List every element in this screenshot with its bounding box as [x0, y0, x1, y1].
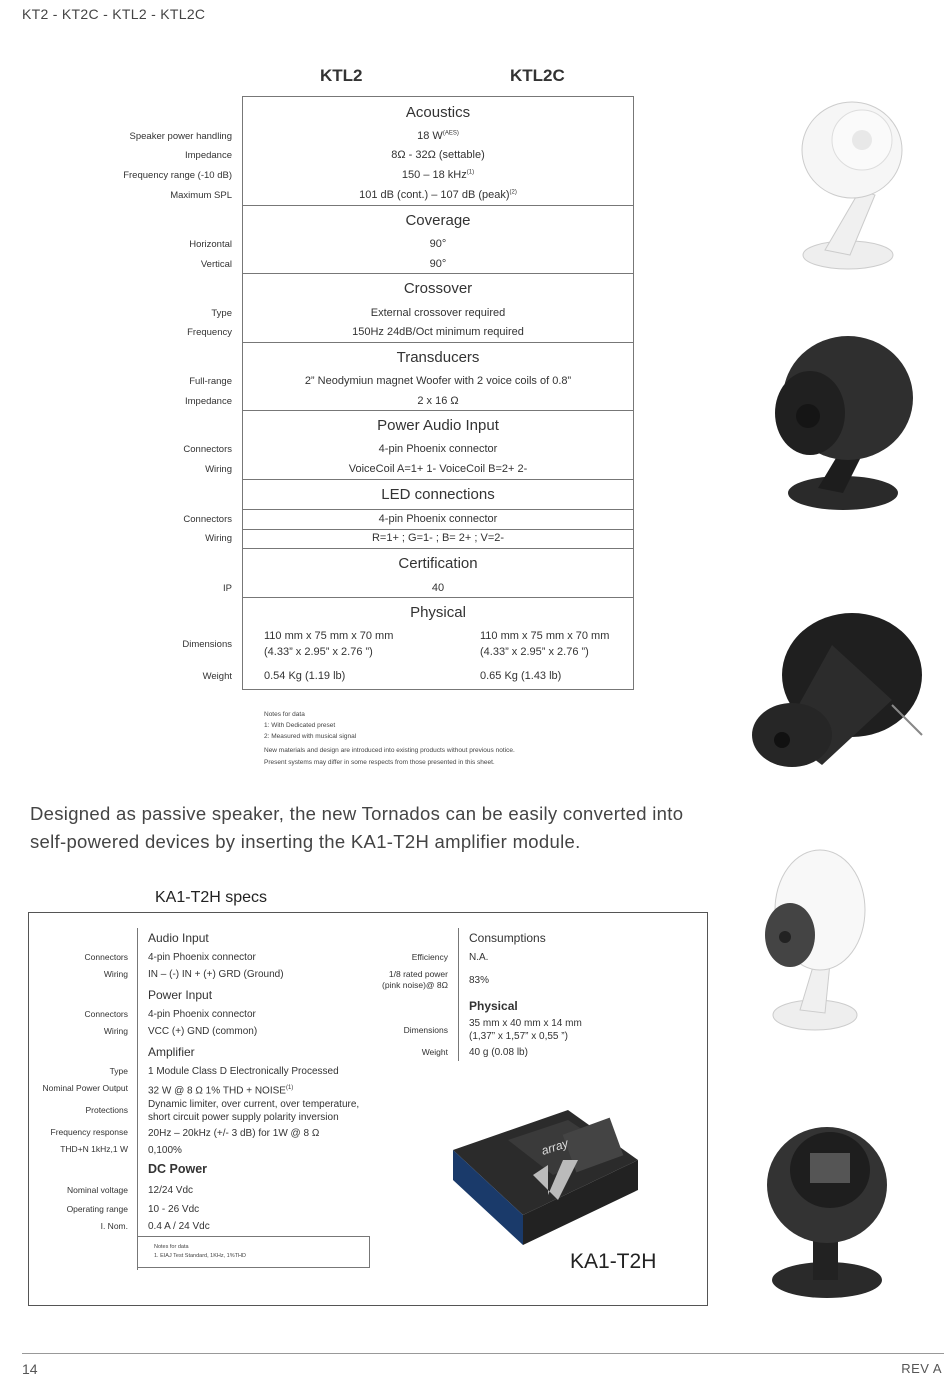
speaker-image-black	[768, 328, 918, 518]
divider	[242, 410, 634, 411]
row-value: 4-pin Phoenix connector	[148, 1009, 256, 1020]
row-label: Dimensions	[403, 1025, 448, 1035]
ka-dc-power-title: DC Power	[148, 1162, 208, 1176]
row-value: 8Ω - 32Ω (settable)	[391, 149, 485, 161]
page-number: 14	[22, 1361, 38, 1377]
row-label: Full-range	[189, 376, 232, 387]
row-value: 4-pin Phoenix connector	[148, 952, 256, 963]
divider	[242, 509, 634, 510]
row-value: 12/24 Vdc	[148, 1185, 194, 1196]
section-title-power-audio-input: Power Audio Input	[377, 417, 499, 434]
row-label: Nominal voltage	[67, 1185, 128, 1195]
row-label: 1/8 rated power (pink noise)@ 8Ω	[381, 969, 448, 990]
note-3: New materials and design are introduced into existing products without previous notice.	[264, 747, 515, 754]
note-4: Present systems may differ in some respects from those presented in this sheet.	[264, 759, 495, 766]
row-value: 0,100%	[148, 1145, 182, 1156]
row-label: Frequency range (-10 dB)	[123, 170, 232, 181]
row-label: Frequency response	[50, 1127, 128, 1137]
row-value: Dynamic limiter, over current, over temperature, short circuit power supply polarity inversion	[148, 1099, 360, 1123]
row-label: Connectors	[183, 514, 232, 525]
divider	[242, 342, 634, 343]
ka-audio-input-title: Audio Input	[148, 931, 209, 945]
row-value: 101 dB (cont.) – 107 dB (peak)$^{(2)}$	[359, 189, 517, 201]
row-value: 90°	[429, 238, 447, 250]
row-value: 1 Module Class D Electronically Processed	[148, 1066, 339, 1077]
row-value: 40	[431, 582, 445, 594]
footer-divider	[22, 1353, 944, 1354]
module-brand-text: array	[539, 1136, 570, 1158]
spec-table	[242, 96, 634, 690]
speaker-image-recessed	[742, 605, 927, 775]
row-label: Weight	[202, 671, 232, 682]
row-value: 40 g (0.08 lb)	[469, 1047, 528, 1058]
section-title-physical: Physical	[410, 604, 466, 621]
row-label: Vertical	[200, 259, 232, 270]
revision-label: REV A	[901, 1361, 942, 1376]
section-title-crossover: Crossover	[403, 280, 473, 297]
row-label: Wiring	[103, 1026, 128, 1036]
section-title-coverage: Coverage	[405, 212, 471, 229]
row-label: Frequency	[187, 327, 232, 338]
note-2: 2: Measured with musical signal	[264, 733, 357, 740]
row-label: Operating range	[66, 1204, 128, 1214]
ktl2-dimensions: 110 mm x 75 mm x 70 mm (4.33” x 2.95” x 2.76 ”)	[264, 630, 394, 658]
row-label: IP	[223, 583, 232, 594]
ktl2-weight: 0.54 Kg (1.19 lb)	[264, 670, 346, 682]
divider	[242, 273, 634, 274]
ka-product-label: KA1-T2H	[570, 1250, 657, 1273]
row-value: 0.4 A / 24 Vdc	[148, 1221, 210, 1232]
row-label: Dimensions	[182, 639, 232, 650]
divider	[458, 928, 459, 1061]
row-label: Impedance	[184, 396, 232, 407]
divider	[242, 548, 634, 549]
row-label: Nominal Power Output	[42, 1083, 128, 1093]
row-value: R=1+ ; G=1- ; B= 2+ ; V=2-	[371, 532, 505, 544]
row-label: Horizontal	[189, 239, 232, 250]
divider	[242, 205, 634, 206]
row-label: Protections	[85, 1105, 128, 1115]
row-label: Efficiency	[411, 952, 448, 962]
row-value: 83%	[469, 975, 490, 986]
section-title-transducers: Transducers	[396, 349, 480, 366]
row-value: 150Hz 24dB/Oct minimum required	[352, 326, 524, 338]
ktl2c-weight: 0.65 Kg (1.43 lb)	[480, 670, 562, 682]
row-value: 2” Neodymiun magnet Woofer with 2 voice coils of 0.8”	[304, 375, 572, 387]
row-value: 32 W @ 8 Ω 1% THD + $NOISE^{(1)}$	[148, 1085, 294, 1097]
document-header: KT2 - KT2C - KTL2 - KTL2C	[22, 6, 206, 22]
row-label: Wiring	[205, 464, 232, 475]
divider	[242, 597, 634, 598]
row-value: 18 $W^{(AES)}$	[417, 130, 459, 142]
row-value: 90°	[429, 258, 447, 270]
divider	[242, 479, 634, 480]
ka-notes-box	[137, 1236, 370, 1268]
ka-power-input-title: Power Input	[148, 988, 213, 1002]
ka-notes-title: Notes for data	[154, 1244, 189, 1250]
row-value: 10 - 26 Vdc	[148, 1204, 200, 1215]
row-label: Impedance	[184, 150, 232, 161]
row-value: 4-pin Phoenix connector	[378, 443, 498, 455]
row-value: 150 – 18 kHz$^{(1)}$	[401, 169, 475, 181]
column-heading-ktl2: KTL2	[320, 66, 363, 85]
row-value: 4-pin Phoenix connector	[378, 513, 498, 525]
section-title-led-connections: LED connections	[381, 486, 495, 503]
row-value: External crossover required	[370, 307, 506, 319]
ka-note-1: 1. EIAJ Test Standard, 1KHz, 1%THD	[154, 1253, 246, 1259]
column-heading-ktl2c: KTL2C	[510, 66, 565, 85]
row-label: Connectors	[84, 1009, 128, 1019]
row-label: Weight	[421, 1047, 448, 1057]
row-label: Maximum SPL	[170, 190, 232, 201]
ka-amplifier-title: Amplifier	[148, 1045, 195, 1059]
row-label: Wiring	[103, 969, 128, 979]
row-label: THD+N 1kHz,1 W	[60, 1144, 128, 1154]
row-label: Connectors	[183, 444, 232, 455]
note-1: 1: With Dedicated preset	[264, 722, 336, 729]
row-value: 2 x 16 Ω	[417, 395, 459, 407]
row-label: I. Nom.	[100, 1221, 128, 1231]
speaker-image-black-module	[765, 1125, 890, 1305]
row-value: 35 mm x 40 mm x 14 mm (1,37” x 1,57” x 0,55 ”)	[469, 1018, 582, 1042]
divider	[137, 928, 138, 1270]
speaker-image-white-angled	[760, 845, 870, 1035]
row-label: Type	[109, 1066, 128, 1076]
row-value: VCC (+) GND (common)	[148, 1026, 258, 1037]
row-value: VoiceCoil A=1+ 1- VoiceCoil B=2+ 2-	[348, 463, 528, 475]
ka-physical-title: Physical	[469, 999, 518, 1013]
amplifier-module-image	[448, 1105, 648, 1255]
ka-specs-title: KA1-T2H specs	[155, 889, 268, 906]
row-value: IN – (-) IN + (+) GRD (Ground)	[148, 969, 284, 980]
divider	[242, 529, 634, 530]
ktl2c-dimensions: 110 mm x 75 mm x 70 mm (4.33” x 2.95” x 2.76 ”)	[480, 630, 610, 658]
section-title-acoustics: Acoustics	[405, 104, 471, 121]
section-title-certification: Certification	[398, 555, 478, 572]
row-label: Wiring	[205, 533, 232, 544]
row-value: 20Hz – 20kHz (+/- 3 dB) for 1W @ 8 Ω	[148, 1128, 320, 1139]
row-value: N.A.	[469, 952, 489, 963]
row-label: Type	[211, 308, 232, 319]
notes-title: Notes for data	[264, 711, 305, 718]
row-label: Connectors	[84, 952, 128, 962]
speaker-image-white	[790, 95, 910, 275]
description-text: Designed as passive speaker, the new Tornados can be easily converted into self-powered devices by inserting the KA1-T2H amplifier module.	[30, 803, 684, 852]
ka-consumptions-title: Consumptions	[469, 931, 546, 945]
row-label: Speaker power handling	[129, 131, 232, 142]
